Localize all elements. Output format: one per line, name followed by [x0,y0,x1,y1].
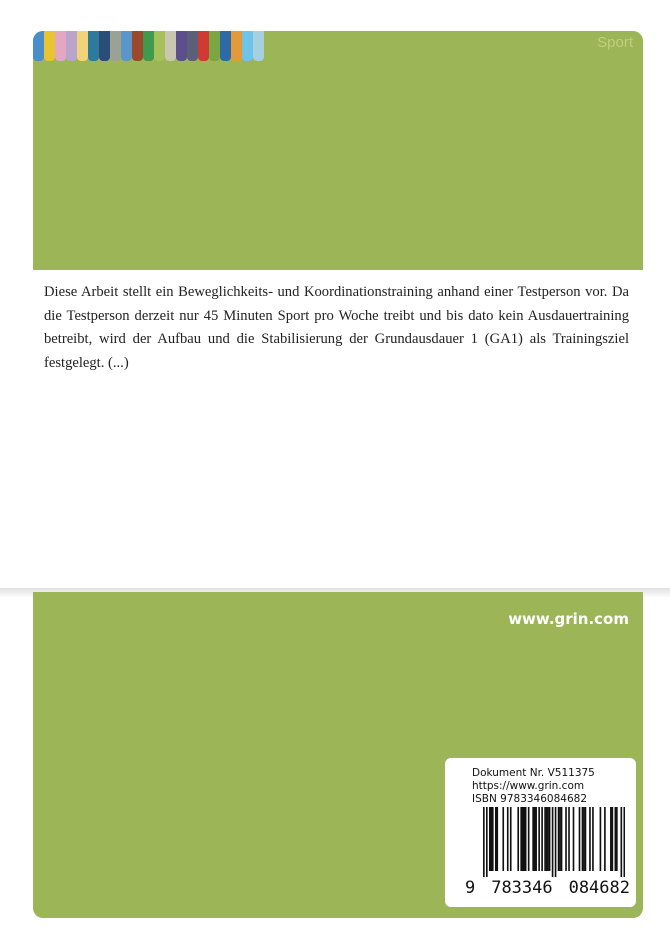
barcode-bar [552,807,554,877]
color-stripe [187,31,198,61]
barcode-bar [538,807,540,871]
barcode-bar [568,807,570,871]
barcode-bar [546,807,548,871]
barcode-bar [616,807,618,871]
color-stripe [110,31,121,61]
barcode-bar [483,807,485,877]
category-label: Sport [597,34,633,51]
barcode-bar [547,807,549,871]
barcode-bar [558,807,560,871]
color-stripe [165,31,176,61]
barcode-bar [573,807,575,871]
barcode-bar [510,807,512,871]
barcode-bar [559,807,561,871]
barcode-bar [579,807,581,871]
color-stripes [33,31,264,61]
barcode-bar [582,807,584,871]
barcode-bar [496,807,498,871]
barcode-bar [489,807,491,871]
barcode-bar [495,807,497,871]
barcode-bar [492,807,494,871]
barcode-bar [502,807,504,871]
barcode-bar [624,807,625,877]
barcode-bar [486,807,488,877]
color-stripe [33,31,44,61]
barcode-bar [544,807,546,871]
barcode-box [445,758,636,907]
barcode-bar [523,807,525,871]
color-stripe [209,31,220,61]
barcode-bar [610,807,612,871]
barcode-digit-group-left: 783346 [491,878,553,898]
barcode-bar [600,807,602,871]
color-stripe [176,31,187,61]
barcode-bar [561,807,563,871]
publisher-website[interactable]: www.grin.com [508,610,629,628]
barcode-bar [615,807,617,871]
isbn-barcode [483,807,625,877]
barcode-bar [520,807,522,871]
barcode-bar [592,807,594,871]
document-url[interactable]: https://www.grin.com [472,780,585,792]
barcode-bar [589,807,591,871]
barcode-bar [528,807,530,871]
barcode-bar [612,807,614,871]
color-stripe [88,31,99,61]
barcode-bar [604,807,606,871]
color-stripe [55,31,66,61]
color-stripe [66,31,77,61]
barcode-bar [525,807,527,871]
color-stripe [121,31,132,61]
barcode-bar [522,807,524,871]
barcode-bar [583,807,585,871]
barcode-bar [565,807,567,871]
color-stripe [253,31,264,61]
color-stripe [132,31,143,61]
barcode-bar [490,807,492,871]
color-stripe [44,31,55,61]
barcode-bar [585,807,587,871]
barcode-digit-group-right: 084682 [568,878,630,898]
barcode-bar [555,807,557,877]
cover-top-panel [33,31,643,270]
barcode-bar [621,807,623,877]
barcode-bar [507,807,509,871]
color-stripe [99,31,110,61]
isbn-line: ISBN 9783346084682 [472,793,588,805]
color-stripe [143,31,154,61]
barcode-bar [541,807,543,871]
barcode-digits [465,878,630,898]
barcode-bar [549,807,551,871]
color-stripe [220,31,231,61]
color-stripe [231,31,242,61]
book-blurb: Diese Arbeit stellt ein Beweglichkeits- und Koordinationstraining anhand einer Testperson vor. Da die Testperson derzeit nur 45 Minuten Sport pro Woche treibt und bis dato kein Ausdauertraining betreibt, wird der Aufbau und die Stabilisierung der Grundausdauer 1 (GA1) als Trainingsziel festgelegt. (...) [44,284,629,371]
barcode-bar [535,807,537,871]
color-stripe [77,31,88,61]
barcode-bar [532,807,534,871]
barcode-bar [517,807,519,871]
document-number: Dokument Nr. V511375 [472,767,595,779]
color-stripe [154,31,165,61]
barcode-bar [534,807,536,871]
color-stripe [198,31,209,61]
barcode-digit-prefix: 9 [465,878,476,898]
color-stripe [242,31,253,61]
